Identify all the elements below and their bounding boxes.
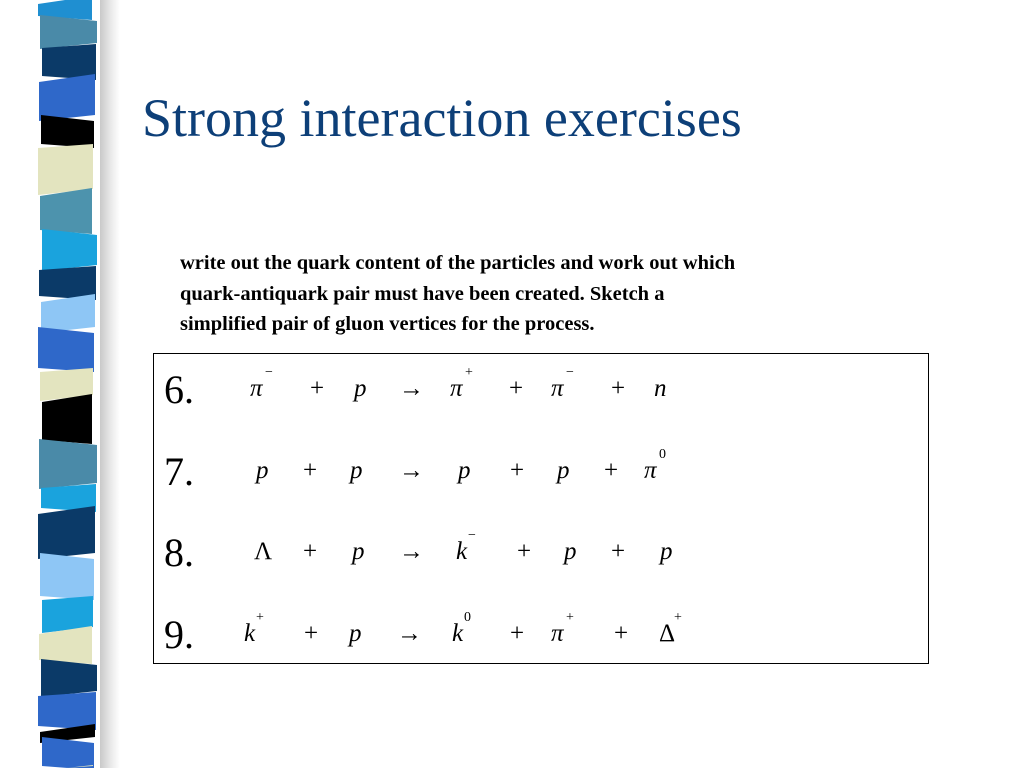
equation-term <box>517 538 531 566</box>
stripe-segment <box>40 15 97 49</box>
equation-term <box>557 457 570 485</box>
equation-term <box>659 610 682 648</box>
particle-charge: + <box>256 610 264 625</box>
stripe-segment <box>38 506 95 559</box>
particle-charge: + <box>566 610 574 625</box>
slide-title: Strong interaction exercises <box>142 88 742 148</box>
stripe-segment <box>42 394 92 444</box>
equation-term <box>303 538 317 566</box>
stripe-segment <box>41 115 94 148</box>
equation-number: 8. <box>164 530 194 575</box>
particle-charge: − <box>265 365 273 380</box>
equation-term <box>551 365 574 403</box>
equation-term <box>352 538 365 566</box>
particle-symbol: → <box>399 375 424 402</box>
particle-charge: − <box>566 365 574 380</box>
particle-symbol: + <box>509 375 524 402</box>
stripe-segment <box>39 266 96 300</box>
equation-term <box>509 375 523 403</box>
particle-symbol: p <box>349 620 362 647</box>
particle-charge: − <box>468 528 476 543</box>
equation-term <box>304 620 318 648</box>
equation-box <box>153 353 929 664</box>
particle-symbol: p <box>564 538 577 565</box>
instruction-line: simplified pair of gluon vertices for the process. <box>180 313 595 335</box>
equation-number: 9. <box>164 612 194 657</box>
particle-symbol: + <box>611 375 626 402</box>
particle-symbol: + <box>304 620 319 647</box>
particle-symbol: π <box>450 375 463 402</box>
equation-term <box>397 620 422 648</box>
particle-symbol: π <box>551 375 564 402</box>
particle-symbol: k <box>244 620 256 647</box>
stripe-segment <box>39 439 97 489</box>
particle-symbol: + <box>604 457 619 484</box>
stripe-segment <box>39 74 95 121</box>
particle-symbol: → <box>397 620 422 647</box>
equation-term <box>303 457 317 485</box>
stripe-segment <box>42 44 96 80</box>
equation-term <box>604 457 618 485</box>
stripe-segment <box>38 144 93 195</box>
particle-symbol: Λ <box>254 538 273 565</box>
particle-symbol: k <box>452 620 464 647</box>
equation-term <box>250 365 273 403</box>
particle-symbol: + <box>310 375 325 402</box>
particle-symbol: → <box>399 538 424 565</box>
equation-term <box>564 538 577 566</box>
particle-symbol: → <box>399 457 424 484</box>
equation-term <box>510 620 524 648</box>
particle-symbol: p <box>660 538 673 565</box>
particle-symbol: + <box>303 457 318 484</box>
decorative-stripe-band <box>0 0 120 768</box>
equation-term <box>614 620 628 648</box>
particle-symbol: π <box>551 620 564 647</box>
particle-charge: + <box>465 365 473 380</box>
equation-term <box>654 375 667 403</box>
equation-term <box>510 457 524 485</box>
stripe-segment <box>41 294 95 333</box>
particle-symbol: p <box>350 457 363 484</box>
equation-term <box>399 375 424 403</box>
particle-symbol: p <box>256 457 269 484</box>
equation-term <box>349 620 362 648</box>
stripe-segment <box>42 229 97 271</box>
stripe-segment <box>42 737 94 768</box>
particle-symbol: π <box>644 457 657 484</box>
equation-term <box>456 528 476 566</box>
particle-symbol: + <box>510 620 525 647</box>
particle-symbol: + <box>510 457 525 484</box>
instruction-line: write out the quark content of the particles and work out which <box>180 252 736 274</box>
equation-term <box>399 538 424 566</box>
particle-charge: + <box>674 610 682 625</box>
equation-number: 7. <box>164 449 194 494</box>
particle-symbol: + <box>303 538 318 565</box>
equation-term <box>244 610 264 648</box>
particle-symbol: Δ <box>659 620 676 647</box>
stripe-segment <box>38 692 96 730</box>
instruction-line: quark-antiquark pair must have been created. Sketch a <box>180 282 665 305</box>
equation-term <box>458 457 471 485</box>
instruction-text <box>180 248 900 340</box>
equation-number: 6. <box>164 367 194 412</box>
particle-symbol: p <box>458 457 471 484</box>
particle-charge: 0 <box>464 610 471 625</box>
equation-term <box>611 538 625 566</box>
equation-term <box>399 457 424 485</box>
equation-term <box>310 375 324 403</box>
particle-symbol: + <box>611 538 626 565</box>
stripe-segment <box>41 659 97 697</box>
equation-term <box>354 375 367 403</box>
particle-symbol: + <box>614 620 629 647</box>
particle-charge: 0 <box>659 447 666 462</box>
equation-term <box>644 447 666 485</box>
particle-symbol: k <box>456 538 468 565</box>
particle-symbol: p <box>352 538 365 565</box>
particle-symbol: p <box>354 375 367 402</box>
particle-symbol: + <box>517 538 532 565</box>
equation-term <box>256 457 269 485</box>
equation-term <box>660 538 673 566</box>
particle-symbol: π <box>250 375 263 402</box>
stripe-segment <box>40 553 94 600</box>
stripe-segment <box>40 188 92 234</box>
particle-symbol: n <box>654 375 667 402</box>
equation-term <box>350 457 363 485</box>
equation-term <box>551 610 574 648</box>
equation-term <box>452 610 471 648</box>
stripe-segment <box>38 327 94 372</box>
equation-term <box>450 365 473 403</box>
equation-term <box>611 375 625 403</box>
equation-term <box>254 538 272 566</box>
particle-symbol: p <box>557 457 570 484</box>
